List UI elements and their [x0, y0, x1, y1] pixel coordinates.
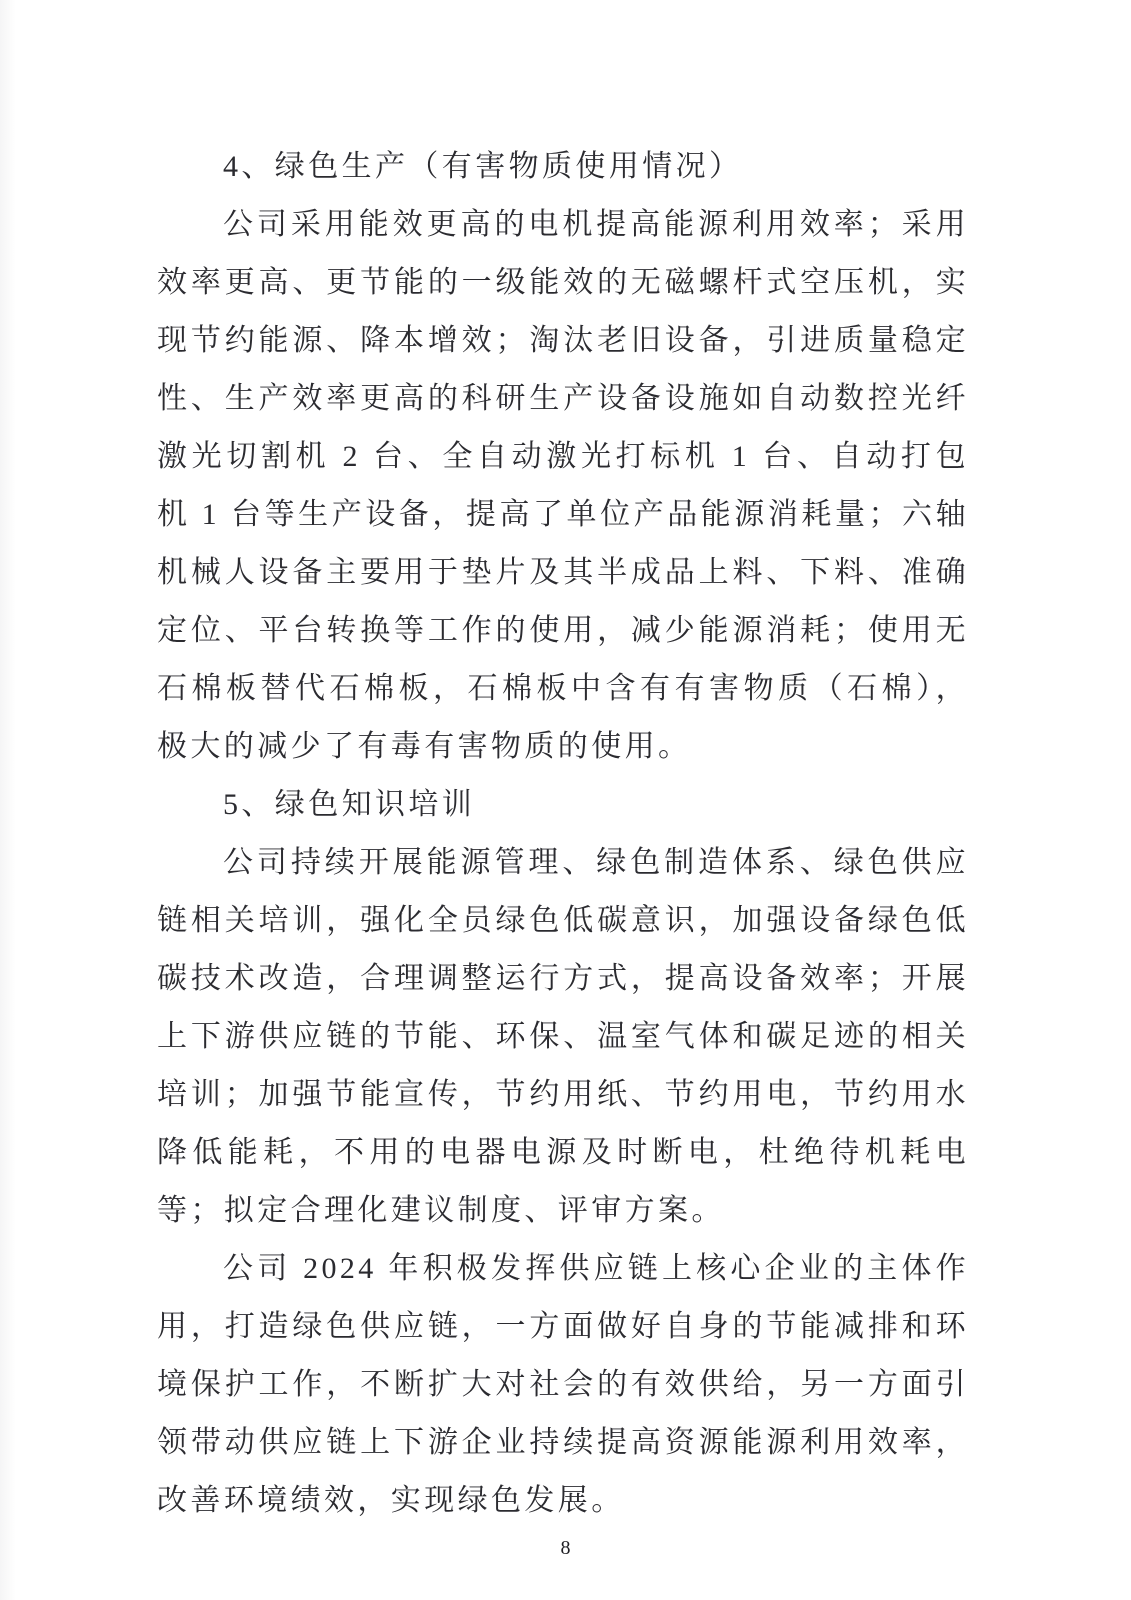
section-heading-green-production: 4、绿色生产（有害物质使用情况）	[223, 150, 743, 183]
paragraph-supply-chain-2024: 公司 2024 年积极发挥供应链上核心企业的主体作用，打造绿色供应链，一方面做好自身的节能减排和环境保护工作，不断扩大对社会的有效供给，另一方面引领带动供应链上下游企业持续提高资源能源利用效率，改善环境绩效，实现绿色发展。	[157, 1252, 969, 1517]
page-number: 8	[560, 1537, 571, 1559]
paragraph-green-knowledge-training: 公司持续开展能源管理、绿色制造体系、绿色供应链相关培训，强化全员绿色低碳意识，加强设备绿色低碳技术改造，合理调整运行方式，提高设备效率；开展上下游供应链的节能、环保、温室气体和碳足迹的相关培训；加强节能宣传，节约用纸、节约用电，节约用水降低能耗，不用的电器电源及时断电，杜绝待机耗电等；拟定合理化建议制度、评审方案。	[157, 846, 969, 1227]
page-edge-scan-shading	[0, 0, 16, 1600]
page-content	[157, 138, 969, 1530]
paragraph-green-production: 公司采用能效更高的电机提高能源利用效率；采用效率更高、更节能的一级能效的无磁螺杆式空压机，实现节约能源、降本增效；淘汰老旧设备，引进质量稳定性、生产效率更高的科研生产设备设施如自动数控光纤激光切割机 2 台、全自动激光打标机 1 台、自动打包机 1 台等生产设备，提高了单位产品能源消耗量；六轴机械人设备主要用于垫片及其半成品上料、下料、准确定位、平台转换等工作的使用，减少能源消耗；使用无石棉板替代石棉板，石棉板中含有有害物质（石棉），极大的减少了有毒有害物质的使用。	[157, 208, 969, 763]
section-heading-green-knowledge-training: 5、绿色知识培训	[223, 788, 476, 821]
